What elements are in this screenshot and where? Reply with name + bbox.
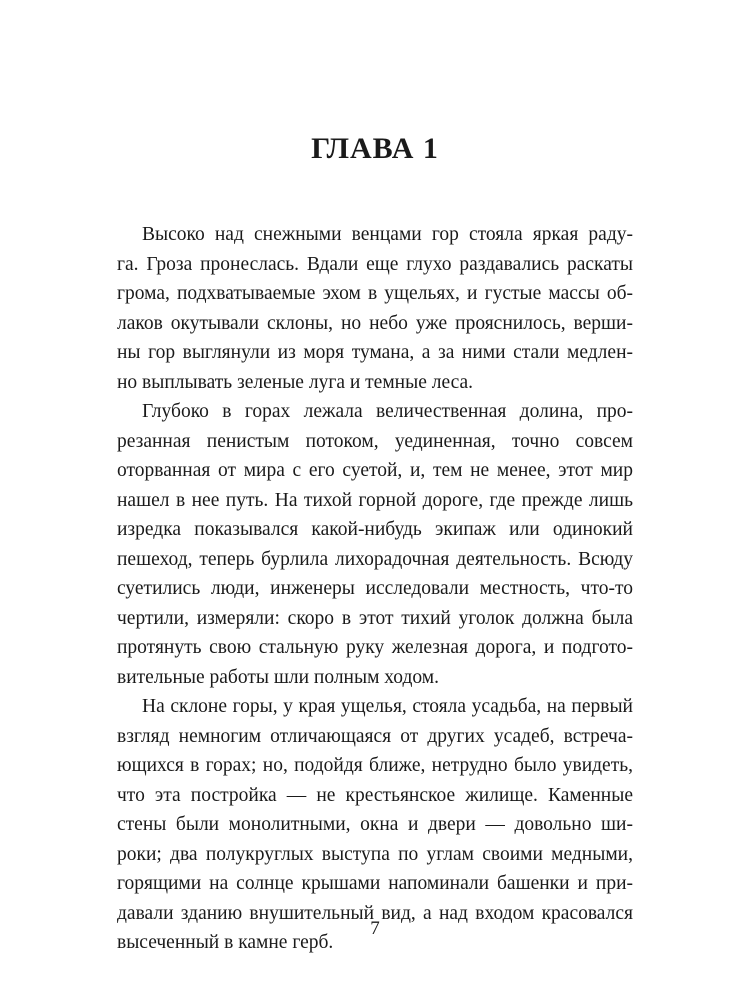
text-line: чертили, измеряли: скоро в этот тихий уголок должна была [117, 607, 633, 629]
text-line: грома, подхватываемые эхом в ущельях, и густые массы об- [117, 283, 633, 304]
text-line: га. Гроза пронеслась. Вдали еще глухо раздавались раскаты [117, 253, 633, 275]
text-line: пешеход, теперь бурлила лихорадочная деятельность. Всюду [117, 548, 633, 570]
text-line: стены были монолитными, окна и двери — довольно ши- [117, 814, 633, 835]
body-text [117, 220, 633, 958]
text-line: Высоко над снежными венцами гор стояла яркая раду- [142, 224, 633, 245]
chapter-title: ГЛАВА 1 [311, 132, 439, 165]
text-line: На склоне горы, у края ущелья, стояла усадьба, на первый [142, 696, 633, 717]
text-line: протянуть свою стальную руку железная дорога, и подгото- [117, 637, 633, 658]
paragraph [117, 397, 633, 692]
text-line: нашел в нее путь. На тихой горной дороге, где прежде лишь [117, 489, 633, 511]
text-line: лаков окутывали склоны, но небо уже прояснилось, верши- [117, 312, 633, 334]
text-line: высеченный в камне герб. [117, 932, 334, 953]
page-number: 7 [370, 918, 380, 939]
text-line: оторванная от мира с его суетой, и, тем не менее, этот мир [117, 460, 633, 481]
text-line: вительные работы шли полным ходом. [117, 666, 440, 688]
text-line: изредка показывался какой-нибудь экипаж или одинокий [117, 519, 633, 540]
paragraph [117, 220, 633, 397]
text-line: суетились люди, инженеры исследовали местность, что-то [117, 578, 633, 599]
text-line: ны гор выглянули из моря тумана, а за ними стали медлен- [117, 342, 633, 363]
text-line: Глубоко в горах лежала величественная долина, про- [142, 401, 633, 422]
text-line: резанная пенистым потоком, уединенная, точно совсем [117, 430, 633, 452]
text-line: роки; два полукруглых выступа по углам своими медными, [117, 843, 633, 865]
text-line: давали зданию внушительный вид, а над входом красовался [117, 902, 633, 924]
text-line: горящими на солнце крышами напоминали башенки и при- [117, 873, 633, 894]
text-line: что эта постройка — не крестьянское жилище. Каменные [117, 784, 633, 806]
text-line: но выплывать зеленые луга и темные леса. [117, 371, 474, 393]
text-line: взгляд немногим отличающаяся от других усадеб, встреча- [117, 725, 633, 747]
text-line: ющихся в горах; но, подойдя ближе, нетрудно было увидеть, [117, 755, 633, 776]
